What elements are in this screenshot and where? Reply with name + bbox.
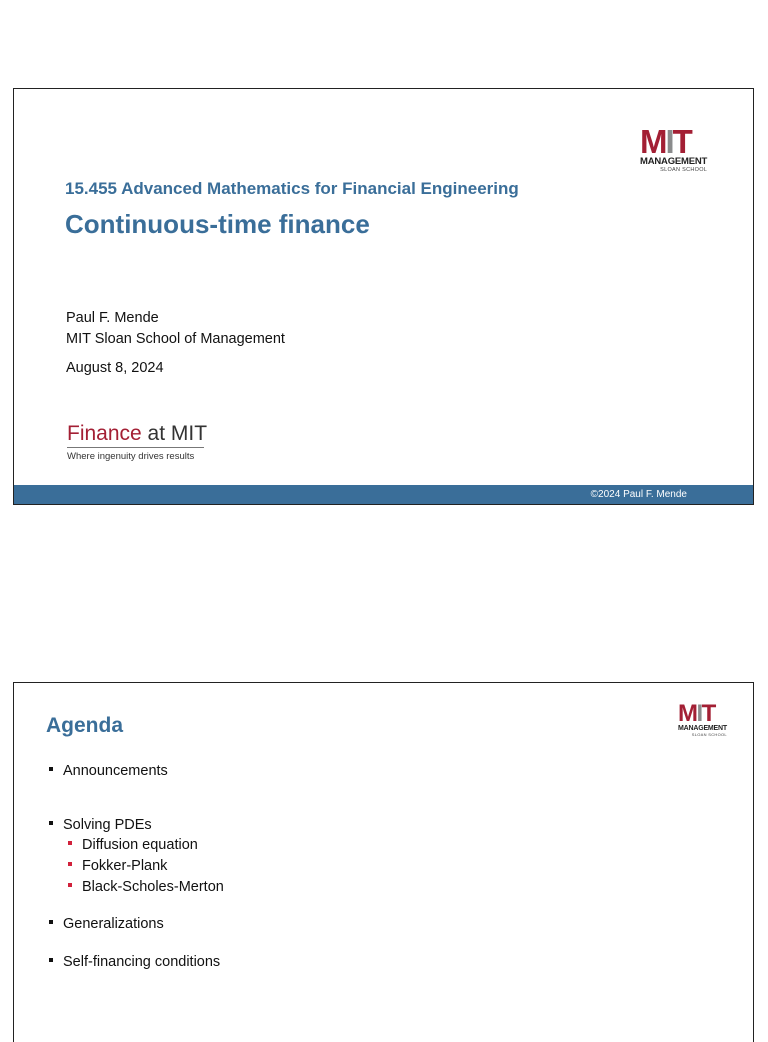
- bullet-square-icon: [49, 821, 53, 825]
- mit-logo-i: I: [696, 700, 702, 727]
- mit-logo-t: T: [672, 123, 691, 160]
- mit-logo-m: M: [640, 123, 666, 160]
- bullet-square-red-icon: [68, 862, 72, 866]
- author-name: Paul F. Mende: [66, 310, 159, 326]
- mit-logo-m: M: [678, 700, 697, 727]
- agenda-item-label: Announcements: [63, 763, 168, 779]
- finance-at-mit-wordmark: [67, 423, 207, 444]
- bullet-square-icon: [49, 920, 53, 924]
- lecture-date: August 8, 2024: [66, 360, 164, 376]
- at-mit-word: at MIT: [141, 422, 208, 445]
- mit-logo-t: T: [701, 700, 715, 727]
- mit-logo-letters: [678, 702, 715, 726]
- agenda-item: [49, 763, 168, 779]
- mit-logo-management: MANAGEMENT: [640, 156, 708, 167]
- agenda-slide: [13, 682, 754, 1042]
- agenda-subitem-label: Diffusion equation: [82, 837, 198, 853]
- title-slide: [13, 88, 754, 505]
- finance-logo-rule: [67, 447, 204, 448]
- mit-logo-i: I: [665, 123, 673, 160]
- agenda-subitem: [68, 858, 167, 874]
- agenda-subitem-label: Fokker-Plank: [82, 858, 168, 874]
- agenda-subitem-label: Black-Scholes-Merton: [82, 879, 224, 895]
- agenda-title: Agenda: [46, 714, 124, 737]
- bullet-square-red-icon: [68, 883, 72, 887]
- mit-logo-sloan-school: SLOAN SCHOOL: [660, 166, 708, 173]
- finance-at-mit-logo: [67, 423, 207, 462]
- agenda-item: [49, 916, 164, 932]
- finance-word: Finance: [67, 422, 142, 445]
- agenda-item: [49, 817, 152, 833]
- bullet-square-icon: [49, 767, 53, 771]
- mit-logo-sloan-school: SLOAN SCHOOL: [691, 732, 727, 737]
- mit-sloan-logo: [678, 702, 727, 737]
- lecture-title: Continuous-time finance: [65, 209, 370, 239]
- bullet-square-icon: [49, 958, 53, 962]
- mit-logo-letters: [640, 125, 691, 158]
- agenda-item-label: Generalizations: [63, 916, 164, 932]
- agenda-subitem: [68, 837, 198, 853]
- footer-bar: [14, 485, 753, 504]
- author-affiliation: MIT Sloan School of Management: [66, 331, 285, 347]
- mit-sloan-logo: [640, 125, 707, 173]
- course-title: 15.455 Advanced Mathematics for Financial Engineering: [65, 179, 519, 198]
- mit-logo-management: MANAGEMENT: [678, 725, 727, 732]
- bullet-square-red-icon: [68, 841, 72, 845]
- copyright-text: ©2024 Paul F. Mende: [590, 489, 687, 500]
- agenda-item: [49, 954, 220, 970]
- finance-logo-tagline: Where ingenuity drives results: [67, 451, 195, 462]
- agenda-item-label: Self-financing conditions: [63, 954, 221, 970]
- agenda-subitem: [68, 879, 224, 895]
- agenda-item-label: Solving PDEs: [63, 817, 152, 833]
